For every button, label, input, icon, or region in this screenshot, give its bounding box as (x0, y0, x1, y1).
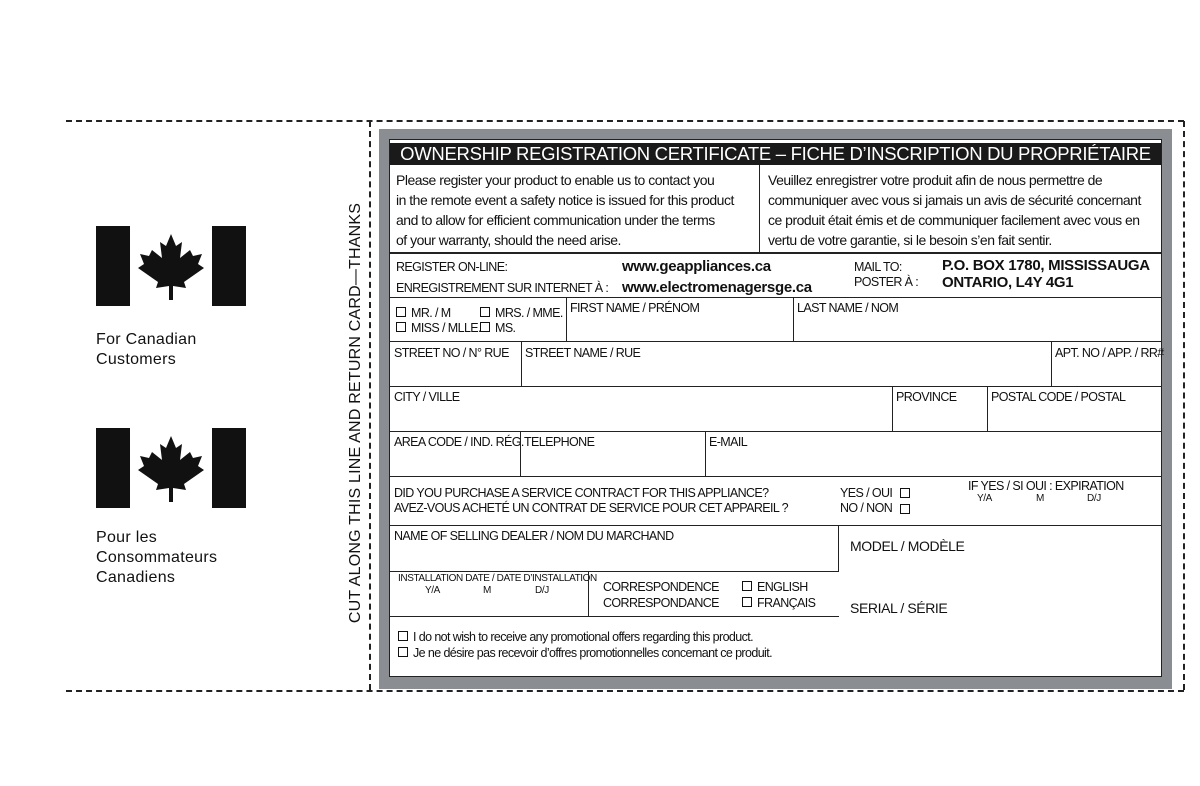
correspondence-francais[interactable]: FRANÇAIS (742, 596, 815, 611)
canada-flag-icon (96, 226, 246, 306)
optout-en[interactable]: I do not wish to receive any promotional offers regarding this product. (398, 630, 753, 645)
register-online-link-fr[interactable]: www.electromenagersge.ca (622, 279, 812, 296)
expiration-day: D/J (1087, 493, 1101, 504)
canada-flag-icon (96, 428, 246, 508)
correspondence-label-fr: CORRESPONDANCE (603, 596, 719, 610)
mail-to-label-fr: POSTER À : (854, 275, 919, 289)
optout-fr[interactable]: Je ne désire pas recevoir d’offres promotionnelles concernant ce produit. (398, 646, 772, 661)
last-name-field[interactable]: LAST NAME / NOM (797, 301, 899, 315)
expiration-year: Y/A (977, 493, 992, 504)
expiration-label: IF YES / SI OUI : EXPIRATION (968, 479, 1124, 493)
street-no-field[interactable]: STREET NO / N° RUE (394, 346, 509, 360)
service-question-fr: AVEZ-VOUS ACHETÉ UN CONTRAT DE SERVICE POUR CET APPAREIL ? (394, 501, 789, 515)
register-online-label: REGISTER ON-LINE: (396, 260, 508, 274)
register-online-label-fr: ENREGISTREMENT SUR INTERNET À : (396, 281, 609, 295)
telephone-field[interactable]: TELEPHONE (524, 435, 595, 449)
bottom-dashed-cut-line (66, 690, 1184, 692)
model-field[interactable]: MODEL / MODÈLE (850, 538, 965, 554)
french-caption: Pour les Consommateurs Canadiens (96, 529, 218, 586)
first-name-field[interactable]: FIRST NAME / PRÉNOM (570, 301, 700, 315)
registration-card (389, 139, 1162, 677)
email-field[interactable]: E-MAIL (709, 435, 748, 449)
dealer-field[interactable]: NAME OF SELLING DEALER / NOM DU MARCHAND (394, 529, 674, 543)
service-yes-checkbox[interactable] (900, 488, 910, 498)
install-date-day: D/J (535, 585, 549, 596)
street-name-field[interactable]: STREET NAME / RUE (525, 346, 641, 360)
vertical-dashed-cut-line (369, 121, 371, 690)
apt-no-field[interactable]: APT. NO / APP. / RR# (1055, 346, 1164, 360)
service-yes-label: YES / OUI (840, 486, 893, 500)
intro-french: Veuillez enregistrer votre produit afin de nous permettre de communiquer avec vous si jamais un avis de sécurité concernant ce produit était émis et de communiquer facilement avec vous en vertu de votre garantie, si le besoin s’en fait sentir. (768, 172, 1141, 248)
city-field[interactable]: CITY / VILLE (394, 390, 460, 404)
title-mrs[interactable]: MRS. / MME. (480, 306, 563, 321)
mail-to-label: MAIL TO: (854, 260, 902, 274)
mail-address-line-1: P.O. BOX 1780, MISSISSAUGA (942, 257, 1150, 274)
service-no-label: NO / NON (840, 501, 893, 515)
service-no-checkbox[interactable] (900, 504, 910, 514)
title-miss[interactable]: MISS / MLLE. (396, 321, 481, 336)
correspondence-english[interactable]: ENGLISH (742, 580, 808, 595)
english-caption: For Canadian Customers (96, 331, 197, 368)
top-dashed-cut-line (66, 120, 1184, 122)
service-question-en: DID YOU PURCHASE A SERVICE CONTRACT FOR THIS APPLIANCE? (394, 486, 769, 500)
mail-address-line-2: ONTARIO, L4Y 4G1 (942, 274, 1074, 291)
correspondence-label-en: CORRESPONDENCE (603, 580, 719, 594)
intro-english: Please register your product to enable us to contact you in the remote event a safety notice is issued for this product and to allow for efficient communication under the terms of your warranty, should the need arise. (396, 172, 734, 248)
expiration-month: M (1036, 493, 1044, 504)
register-online-link[interactable]: www.geappliances.ca (622, 258, 771, 275)
install-date-month: M (483, 585, 491, 596)
serial-field[interactable]: SERIAL / SÉRIE (850, 600, 948, 616)
province-field[interactable]: PROVINCE (896, 390, 957, 404)
install-date-year: Y/A (425, 585, 440, 596)
title-mr[interactable]: MR. / M (396, 306, 451, 321)
title-ms[interactable]: MS. (480, 321, 515, 336)
right-dashed-cut-line (1183, 121, 1185, 690)
area-code-field[interactable]: AREA CODE / IND. RÉG. (394, 435, 524, 449)
postal-code-field[interactable]: POSTAL CODE / POSTAL (991, 390, 1126, 404)
install-date-field[interactable]: INSTALLATION DATE / DATE D’INSTALLATION (398, 573, 597, 584)
card-title: OWNERSHIP REGISTRATION CERTIFICATE – FICHE D’INSCRIPTION DU PROPRIÉTAIRE (390, 143, 1161, 165)
